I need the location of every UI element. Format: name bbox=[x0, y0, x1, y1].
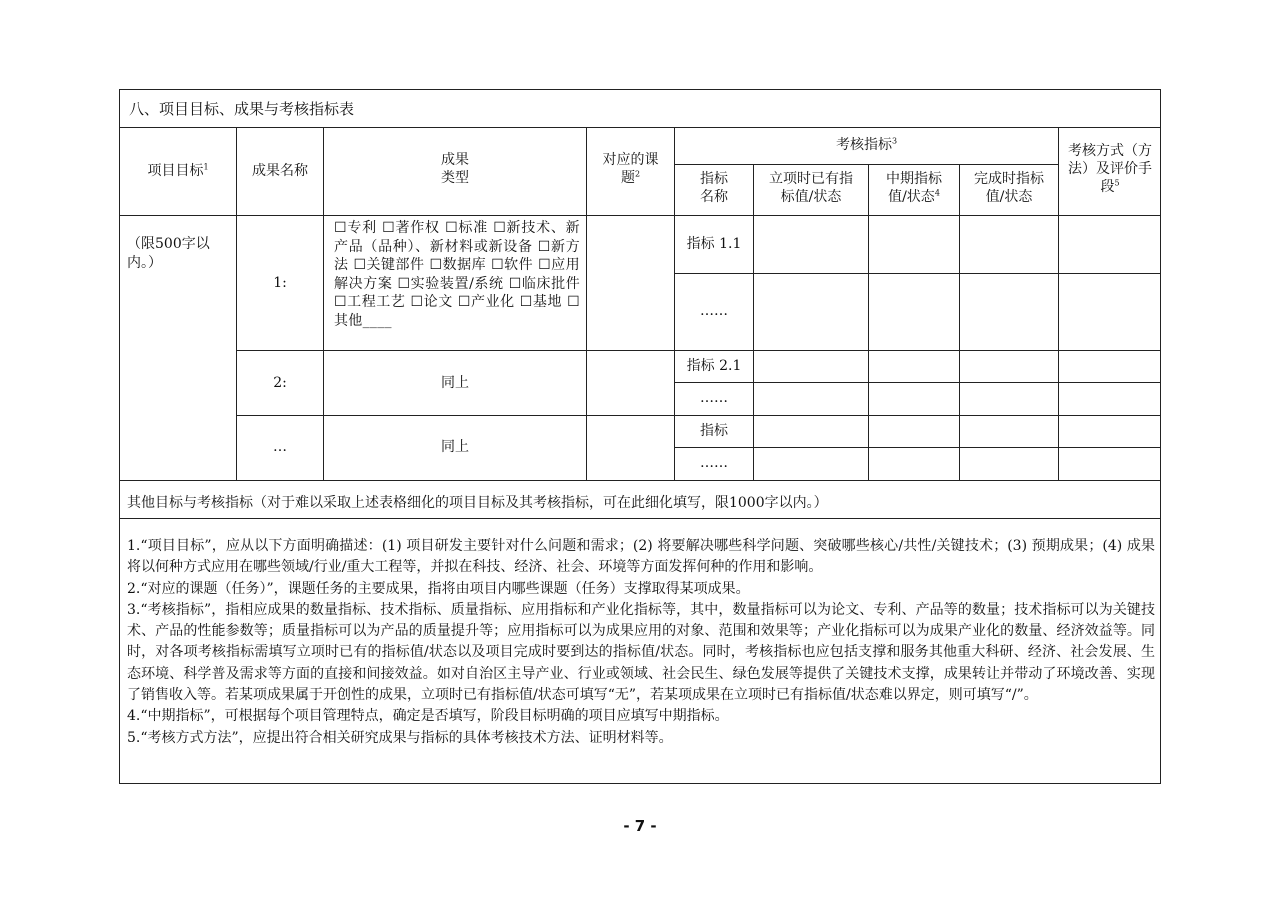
row-1-indicator-2: …… bbox=[700, 303, 728, 319]
rule-other-bottom bbox=[119, 518, 1161, 519]
notes-block bbox=[127, 536, 1155, 749]
note-5: 5.“考核方式方法”，应提出符合相关研究成果与指标的具体考核技术方法、证明材料等。 bbox=[127, 729, 673, 746]
col-rule-7 bbox=[959, 164, 960, 480]
row-2-indicator-1: 指标 2.1 bbox=[686, 358, 742, 374]
row-2-indicator-2: …… bbox=[700, 390, 728, 406]
rule-row2-bottom bbox=[236, 415, 1161, 416]
rule-header-bottom bbox=[119, 215, 1161, 216]
row-2-index: 2: bbox=[273, 375, 287, 391]
section-title: 八、项目目标、成果与考核指标表 bbox=[129, 100, 355, 118]
row-3-result-types: 同上 bbox=[441, 439, 469, 455]
note-2: 2.“对应的课题（任务）”，课题任务的主要成果，指将由项目内哪些课题（任务）支撑取得某项成果。 bbox=[127, 580, 750, 597]
rule-row1-sub bbox=[674, 273, 1161, 274]
header-result-type: 成果 类型 bbox=[441, 152, 469, 186]
other-goals-text: 其他目标与考核指标（对于难以采取上述表格细化的项目目标及其考核指标，可在此细化填写，限1000字以内。） bbox=[127, 495, 828, 511]
rule-row3-sub bbox=[674, 447, 1161, 448]
col-rule-6 bbox=[868, 164, 869, 480]
row-3-indicator-1: 指标 bbox=[700, 423, 728, 439]
header-method: 考核方式（方 法）及评价手 段$^5$ bbox=[1068, 143, 1152, 195]
rule-row1-bottom bbox=[236, 350, 1161, 351]
rule-table-bottom bbox=[119, 480, 1161, 481]
header-indicators: 考核指标$^3$ bbox=[835, 136, 898, 153]
header-indicator-name: 指标 名称 bbox=[700, 171, 728, 205]
note-4: 4.“中期指标”，可根据每个项目管理特点，确定是否填写，阶段目标明确的项目应填写中期指标。 bbox=[127, 708, 729, 725]
header-initial-value: 立项时已有指 标值/状态 bbox=[769, 171, 853, 205]
header-final: 完成时指标 值/状态 bbox=[974, 171, 1044, 205]
row-2-result-types: 同上 bbox=[441, 375, 469, 391]
row-1-indicator-1: 指标 1.1 bbox=[686, 236, 742, 252]
header-subject: 对应的课 题$^2$ bbox=[602, 152, 659, 186]
col-rule-5 bbox=[753, 164, 754, 480]
note-3: 3.“考核指标”，指相应成果的数量指标、技术指标、质量指标、应用指标和产业化指标等，其中，数量指标可以为论文、专利、产品等的数量；技术指标可以为关键技术、产品的性能参数等；质量指标可以为产品的质量提升等；应用指标可以为成果应用的对象、范围和效果等；产业化指标可以为成果产业化的数量、经济效益等。同时，对各项考核指标需填写立项时已有的指标值/状态以及项目完成时要到达的指标值/状态。同时，考核指标也应包括支撑和服务其他重大科研、经济、社会发展、生态环境、科学普及需求等方面的直接和间接效益。如对自治区主导产业、行业或领域、社会民生、绿色发展等提供了关键技术支撑，成果转让并带动了环境改善、实现了销售收入等。若某项成果属于开创性的成果，立项时已有指标值/状态可填写“无”，若某项成果在立项时已有指标值/状态难以界定，则可填写“/”。 bbox=[127, 601, 1155, 704]
header-result-name: 成果名称 bbox=[252, 163, 308, 179]
header-project-goal: 项目目标$^1$ bbox=[147, 162, 209, 179]
page-number: - 7 - bbox=[623, 817, 657, 835]
rule-indicator-group bbox=[674, 164, 1058, 165]
row-3-indicator-2: …… bbox=[700, 455, 728, 471]
header-midterm: 中期指标 值/状态$^4$ bbox=[886, 171, 942, 205]
rule-row2-sub bbox=[674, 382, 1161, 383]
row-1-result-types: ☐专利 ☐著作权 ☐标准 ☐新技术、新产品（品种）、新材料或新设备 ☐新方法 ☐关键部件 ☐数据库 ☐软件 ☐应用解决方案 ☐实验装置/系统 ☐临床批件 ☐工程工艺 ☐论文 ☐产业化 ☐基地 ☐其他____ bbox=[334, 220, 580, 329]
row-3-index: … bbox=[273, 439, 287, 455]
goal-hint: （限500字以内。） bbox=[127, 236, 210, 271]
note-1: 1.“项目目标”，应从以下方面明确描述：(1) 项目研发主要针对什么问题和需求；(2) 将要解决哪些科学问题、突破哪些核心/共性/关键技术；(3) 预期成果；(4) 成果将以何种方式应用在哪些领域/行业/重大工程等，并拟在科技、经济、社会、环境等方面发挥何种的作用和影响。 bbox=[127, 538, 1155, 576]
row-1-index: 1: bbox=[273, 275, 287, 291]
rule-title-bottom bbox=[119, 127, 1161, 128]
